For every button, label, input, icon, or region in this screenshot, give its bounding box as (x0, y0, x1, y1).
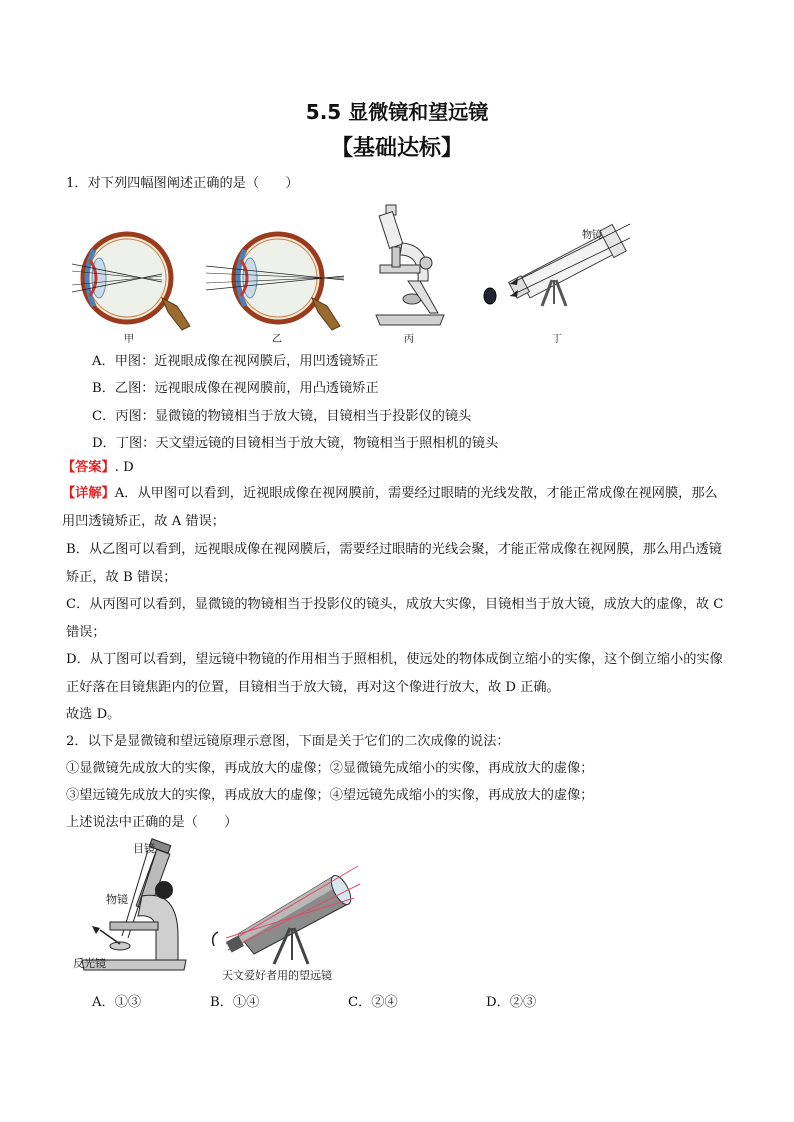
figure-caption-ding: 丁 (552, 334, 562, 345)
q2-option-a: A．①③ (92, 995, 142, 1010)
objective-label: 物镜 (106, 893, 128, 906)
eyepiece-label: 目镜 (133, 842, 155, 855)
q1-option-b: B．乙图：远视眼成像在视网膜前，用凸透镜矫正 (92, 381, 379, 396)
mirror-label: 反光镜 (73, 957, 106, 970)
q1-detail-a (62, 480, 724, 535)
page-title: 5.5 显微镜和望远镜 (305, 100, 489, 124)
q1-stem: 1．对下列四幅图阐述正确的是（ ） (66, 176, 299, 191)
figure-caption-jia: 甲 (124, 334, 134, 345)
q2-option-c: C．②④ (348, 995, 398, 1010)
section-heading: 【基础达标】 (330, 136, 463, 161)
q1-detail-d: D．从丁图可以看到，望远镜中物镜的作用相当于照相机，使远处的物体成倒立缩小的实像，这个倒立缩小的实像正好落在目镜焦距内的位置，目镜相当于放大镜，再对这个像进行放大，故 D 正确。 (66, 652, 723, 695)
myopia-eye-figure (72, 226, 194, 332)
q1-option-a: A．甲图：近视眼成像在视网膜后，用凹透镜矫正 (92, 354, 379, 369)
telescope-caption: 天文爱好者用的望远镜 (222, 969, 332, 982)
q2-question: 上述说法中正确的是（ ） (66, 815, 238, 830)
q2-telescope-figure (208, 856, 368, 968)
detail-label: 【详解】 (62, 486, 115, 501)
q2-stem: 2．以下是显微镜和望远镜原理示意图，下面是关于它们的二次成像的说法： (66, 734, 510, 749)
q2-statements-1: ①显微镜先成放大的实像，再成放大的虚像；②显微镜先成缩小的实像，再成放大的虚像； (66, 761, 594, 776)
microscope-figure (368, 203, 450, 331)
detail-a-text: A．从甲图可以看到，近视眼成像在视网膜前，需要经过眼睛的光线发散，才能正常成像在视网膜，那么用凹透镜矫正，故 A 错误； (62, 486, 718, 529)
figure-caption-yi: 乙 (272, 334, 282, 345)
q1-detail-c: C．从丙图可以看到，显微镜的物镜相当于投影仪的镜头，成放大实像，目镜相当于放大镜，成放大的虚像，故 C 错误； (66, 597, 724, 640)
q1-detail-b: B．从乙图可以看到，远视眼成像在视网膜后，需要经过眼睛的光线会聚，才能正常成像在视网膜，那么用凸透镜矫正，故 B 错误； (66, 542, 722, 585)
q2-option-d: D．②③ (486, 995, 537, 1010)
q1-option-d: D．丁图：天文望远镜的目镜相当于放大镜，物镜相当于照相机的镜头 (92, 436, 499, 451)
q2-option-b: B．①④ (210, 995, 260, 1010)
q1-option-c: C．丙图：显微镜的物镜相当于放大镜，目镜相当于投影仪的镜头 (92, 409, 472, 424)
telescope-figure (480, 218, 640, 324)
q1-conclusion: 故选 D。 (66, 707, 121, 722)
q1-answer (62, 459, 134, 477)
answer-label: 【答案】 (62, 460, 115, 475)
figure-caption-bing: 丙 (404, 334, 414, 345)
hyperopia-eye-figure (206, 226, 346, 332)
answer-value: . D (114, 460, 134, 475)
q2-statements-2: ③望远镜先成放大的实像，再成放大的虚像；④望远镜先成缩小的实像，再成放大的虚像； (66, 788, 594, 803)
telescope-objective-label: 物镜 (582, 230, 602, 241)
